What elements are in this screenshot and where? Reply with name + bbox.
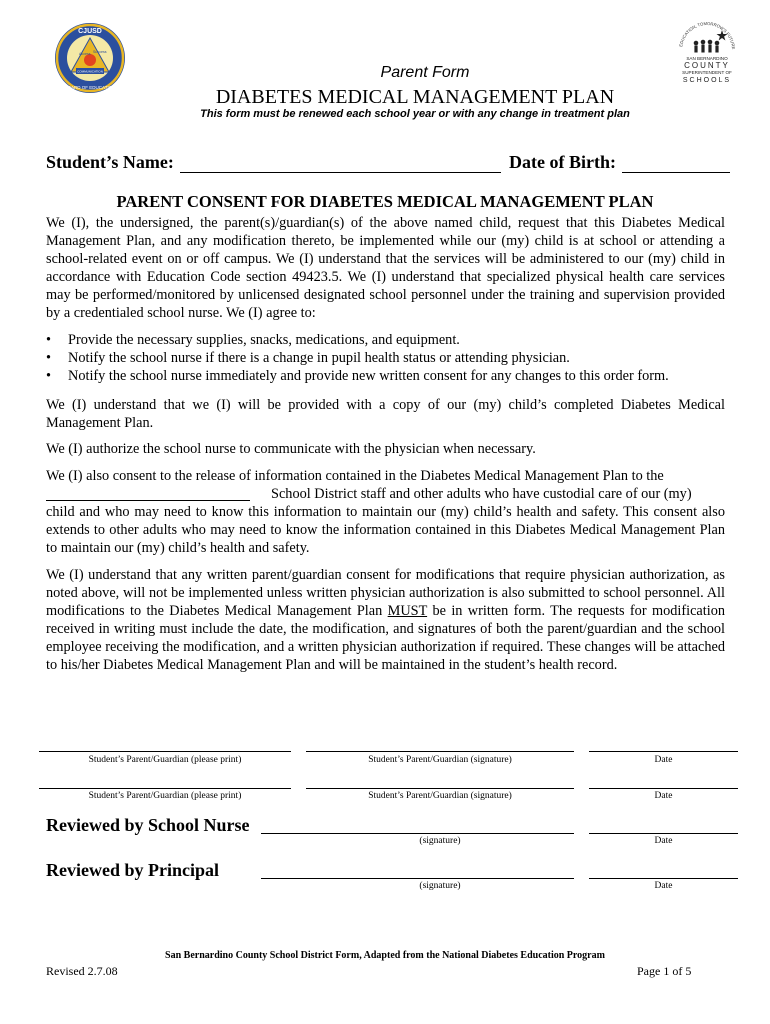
date-field-1[interactable] — [589, 751, 738, 752]
list-item: • Provide the necessary supplies, snacks, medications, and equipment. — [46, 332, 460, 348]
signature-label: Student’s Parent/Guardian (signature) — [368, 791, 512, 801]
district-seal-logo — [54, 22, 126, 94]
date-label: Date — [654, 755, 673, 765]
must-emphasis: MUST — [387, 603, 428, 619]
print-label: Student’s Parent/Guardian (please print) — [88, 791, 242, 801]
svg-text:SCHOOLS: SCHOOLS — [682, 77, 732, 84]
nurse-review-label: Reviewed by School Nurse — [46, 815, 250, 835]
list-item: • Notify the school nurse immediately and provide new written consent for any changes to this order form. — [46, 368, 669, 384]
svg-text:EDUCATION, TOMORROW'S FUTURE: EDUCATION, TOMORROW'S FUTURE — [678, 22, 737, 50]
principal-date-field[interactable] — [589, 878, 738, 879]
principal-signature-label: (signature) — [419, 881, 461, 891]
release-paragraph-line2: School District staff and other adults who have custodial care of our (my) — [271, 486, 692, 502]
page-title: DIABETES MEDICAL MANAGEMENT PLAN — [215, 86, 615, 108]
svg-text:SAN BERNARDINO: SAN BERNARDINO — [686, 56, 728, 61]
print-label: Student’s Parent/Guardian (please print) — [88, 755, 242, 765]
release-paragraph-line1: We (I) also consent to the release of information contained in the Diabetes Medical Management Plan to the — [46, 468, 664, 484]
parent-signature-field-1[interactable] — [306, 751, 574, 752]
principal-signature-field[interactable] — [261, 878, 574, 879]
svg-text:Success: Success — [93, 50, 107, 54]
parent-signature-field-2[interactable] — [306, 788, 574, 789]
dob-field[interactable] — [622, 172, 730, 173]
signature-label: Student’s Parent/Guardian (signature) — [368, 755, 512, 765]
form-type: Parent Form — [380, 64, 470, 81]
svg-text:Access: Access — [79, 52, 91, 56]
copy-paragraph: We (I) understand that we (I) will be provided with a copy of our (my) child’s completed Diabetes Medical Management Plan. — [46, 397, 725, 431]
principal-review-label: Reviewed by Principal — [46, 860, 219, 880]
nurse-date-field[interactable] — [589, 833, 738, 834]
nurse-signature-field[interactable] — [261, 833, 574, 834]
consent-title: PARENT CONSENT FOR DIABETES MEDICAL MANAGEMENT PLAN — [116, 192, 654, 211]
release-paragraph-rest: child and who may need to know this information to maintain our (my) child’s health and safety. This consent also extends to other adults who may need to know the information contained in this Diabetes Medical Management Plan to maintain our (my) child’s health and safety. — [46, 504, 725, 556]
student-name-label: Student’s Name: — [46, 152, 174, 172]
list-item: • Notify the school nurse if there is a change in pupil health status or attending physician. — [46, 350, 570, 366]
parent-print-field-1[interactable] — [39, 751, 291, 752]
page-number: Page 1 of 5 — [637, 964, 692, 978]
svg-text:COUNTY: COUNTY — [684, 61, 730, 70]
bullet-icon: • — [46, 332, 52, 348]
consent-intro: We (I), the undersigned, the parent(s)/guardian(s) of the above named child, request that this Diabetes Medical Management Plan, and any modification thereto, be implemented while our (my) child is at school or attending a school-related event on or off campus. We (I) understand that the services will be administered to our (my) child in accordance with Education Code section 49423.5. We (I) understand that specialized physical health care services may be performed/monitored by unlicensed designated school personnel under the training and supervision provided by a credentialed school nurse. We (I) agree to: — [46, 215, 725, 321]
bullet-icon: • — [46, 350, 52, 366]
authorize-paragraph: We (I) authorize the school nurse to communicate with the physician when necessary. — [46, 441, 536, 457]
modification-paragraph: We (I) understand that any written parent/guardian consent for modifications that require physician authorization, as noted above, will not be implemented unless written physician authorization is also submitted to school personnel. All modifications to the Diabetes Medical Management Plan MUST be in written form. The requests for modification received in writing must include the date, the modification, and signatures of both the parent/guardian and the school employee receiving the modification, and a written physician authorization if required. These changes will be attached to his/her Diabetes Medical Management Plan and will be maintained in the student’s health record. — [46, 567, 725, 673]
parent-print-field-2[interactable] — [39, 788, 291, 789]
svg-text:COMMUNICATION: COMMUNICATION — [77, 69, 103, 74]
svg-text:SUPERINTENDENT OF: SUPERINTENDENT OF — [682, 70, 732, 75]
student-name-field[interactable] — [180, 172, 501, 173]
svg-text:CJUSD: CJUSD — [78, 28, 102, 35]
bullet-icon: • — [46, 368, 52, 384]
footer-source: San Bernardino County School District Form, Adapted from the National Diabetes Education Program — [165, 950, 605, 961]
date-label: Date — [654, 836, 673, 846]
page-subtitle: This form must be renewed each school year or with any change in treatment plan — [200, 108, 630, 120]
date-field-2[interactable] — [589, 788, 738, 789]
revision-date: Revised 2.7.08 — [46, 964, 118, 978]
svg-text:BOARD OF EDUCATION: BOARD OF EDUCATION — [64, 85, 116, 90]
school-district-field[interactable] — [46, 500, 250, 501]
agreement-list — [46, 331, 736, 385]
date-label: Date — [654, 791, 673, 801]
nurse-signature-label: (signature) — [419, 836, 461, 846]
dob-label: Date of Birth: — [509, 152, 616, 172]
date-label: Date — [654, 881, 673, 891]
